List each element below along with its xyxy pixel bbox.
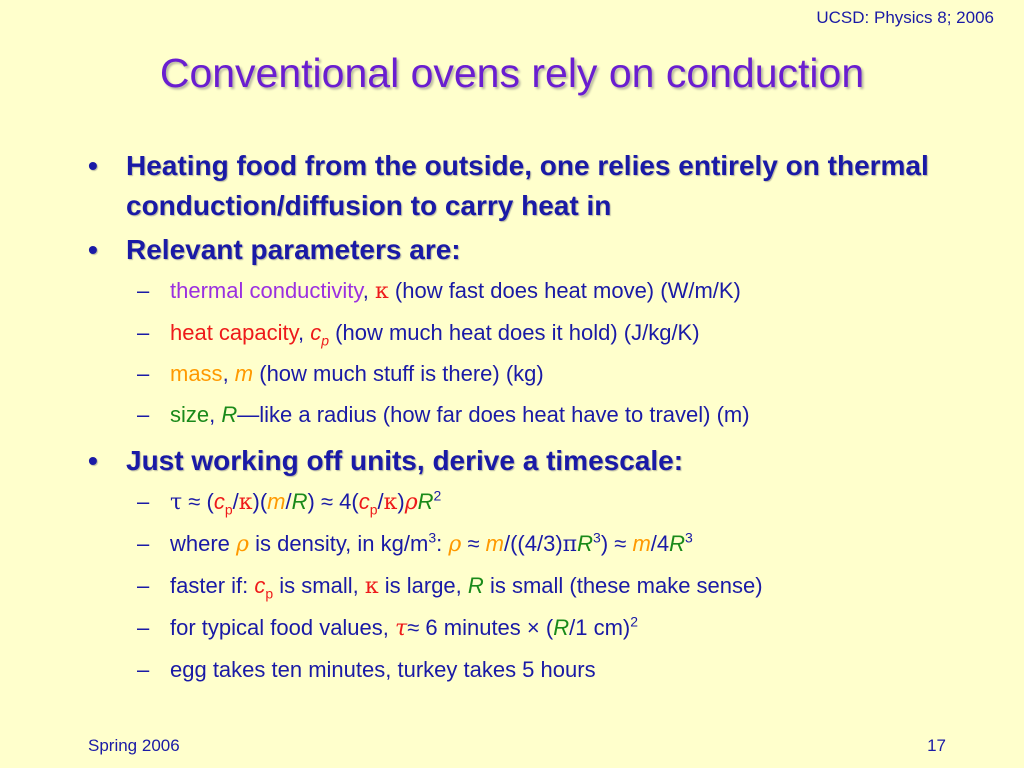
param-mass: – mass, m (how much stuff is there) (kg): [137, 361, 544, 386]
param-label: thermal conductivity: [170, 278, 363, 303]
r-symbol: R: [221, 402, 238, 427]
course-header: UCSD: Physics 8; 2006: [816, 8, 994, 27]
m-symbol: m: [234, 361, 254, 386]
param-heat-capacity: – heat capacity, $c_p$ (how much heat does it hold) (J/kg/K): [137, 320, 700, 349]
bullet-parameters: [88, 230, 968, 270]
bullet-dot: •: [88, 150, 98, 181]
formula-tau: – $\tau \approx (c_p/\kappa)(m/R) \approx 4(c_p/\kappa)\rho R^2$: [137, 487, 442, 518]
footer-date: Spring 2006: [88, 736, 180, 755]
bullet-dot: •: [88, 445, 98, 476]
bullet-heating: [88, 146, 968, 226]
param-size: – size, R—like a radius (how far does heat have to travel) (m): [137, 402, 750, 427]
cp-symbol: $c_p$: [310, 320, 330, 349]
slide-number: 17: [927, 736, 946, 755]
parameter-list: [88, 270, 968, 435]
bullet-text: Just working off units, derive a timescale:: [126, 445, 684, 476]
kappa-symbol: κ: [375, 279, 389, 304]
param-desc: (how much heat does it hold) (J/kg/K): [335, 320, 700, 345]
formula-density: – where ρ is density, in $kg/m^3$: $\rho \approx m/((4/3)\pi R^3) \approx m/4R^3$: [137, 529, 693, 557]
slide-title: Conventional ovens rely on conduction: [159, 50, 865, 96]
faster-condition: – faster if: $c_p$ is small, κ is large, R is small (these make sense): [137, 573, 763, 602]
param-label: mass: [170, 361, 223, 386]
param-label: heat capacity: [170, 320, 299, 345]
param-label: size: [170, 402, 210, 427]
param-desc: (how much stuff is there) (kg): [259, 361, 544, 386]
param-desc: —like a radius (how far does heat have to travel) (m): [237, 402, 750, 427]
egg-turkey-example: – egg takes ten minutes, turkey takes 5 hours: [137, 657, 596, 682]
param-desc: (how fast does heat move) (W/m/K): [394, 278, 741, 303]
param-conductivity: – thermal conductivity, κ (how fast does heat move) (W/m/K): [137, 278, 741, 304]
typical-values: – for typical food values, τ≈ 6 minutes × (R/1 cm)$^2$: [137, 613, 639, 641]
bullet-dot: •: [88, 234, 98, 265]
slide-content: [88, 146, 968, 690]
bullet-text: Heating food from the outside, one relies entirely on thermal conduction/diffusion to carry heat in: [126, 150, 929, 221]
derivation-list: [88, 481, 968, 690]
bullet-text: Relevant parameters are:: [126, 234, 461, 265]
bullet-timescale: [88, 441, 968, 481]
